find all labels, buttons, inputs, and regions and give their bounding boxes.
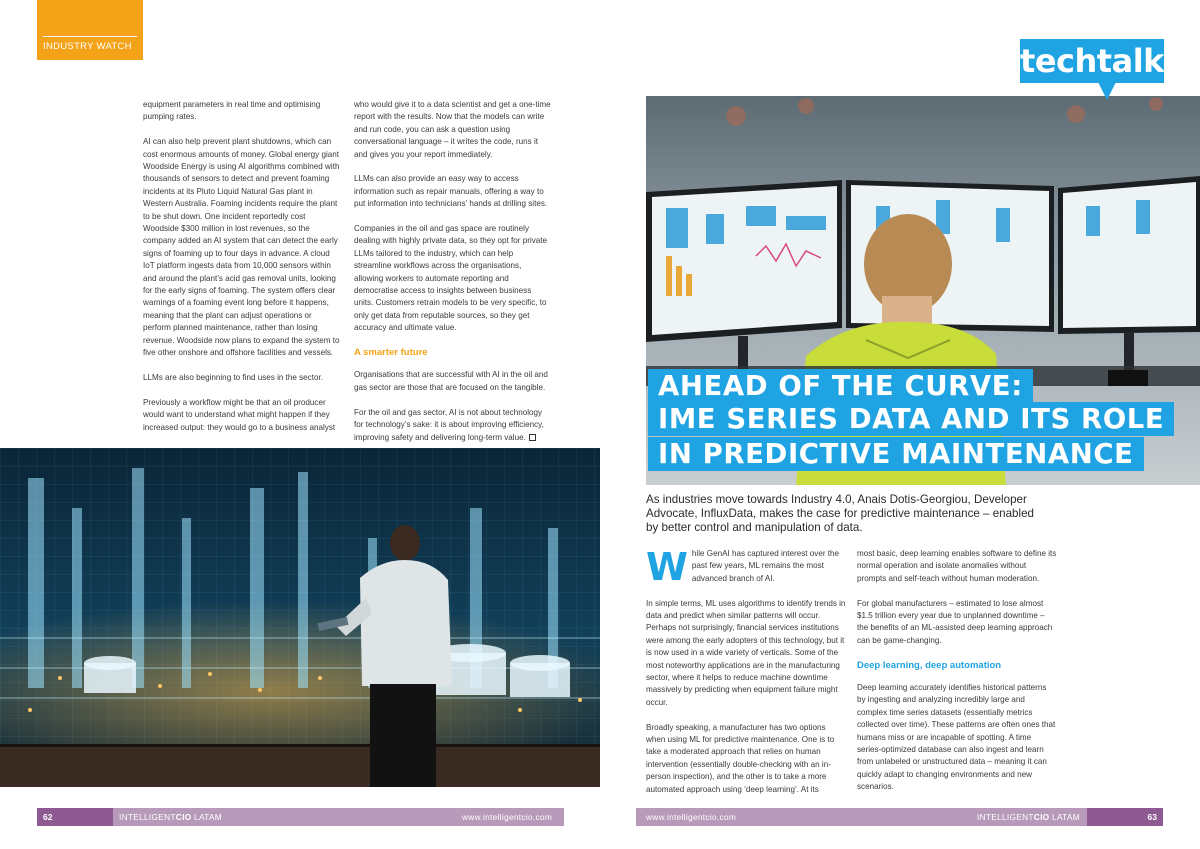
headline-line-1: [648, 369, 1033, 403]
brand-prefix: INTELLIGENT: [119, 812, 176, 822]
brand-suffix: LATAM: [1049, 812, 1080, 822]
footer-brand-left: [119, 808, 222, 826]
headline-text: AHEAD OF THE CURVE:: [648, 369, 1033, 403]
page-number-left: 62: [37, 808, 113, 826]
logo-text: techtalk: [1020, 42, 1164, 80]
brand-suffix: LATAM: [191, 812, 222, 822]
paragraph: AI can also help prevent plant shutdowns, which can cost enormous amounts of money. Global energy giant Woodside Energy is using AI algorithms combined with thousands of sensors to detect and prevent foaming incidents at its Pluto Liquid Natural Gas plant in Western Australia. Foaming incidents require the plant to be shut down. One incident reportedly cost Woodside $300 million in lost revenues, so the company added an AI system that can detect the early signs of foaming up to four days in advance. A cloud IoT platform ingests data from 10,000 sensors within and around the plant’s acid gas removal units, looking for the early signs of foaming. The system offers clear warnings of a foaming event long before it happens, meaning that the plant can adjust operations or perform planned maintenance, rather than losing revenue. Woodside now plans to expand the system to five other onshore and offshore facilities and vessels.: [143, 137, 340, 358]
drop-cap: W: [646, 545, 688, 589]
headline-text: IME SERIES DATA AND ITS ROLE: [648, 402, 1174, 436]
refinery-illustration: [0, 448, 600, 787]
standfirst: As industries move towards Industry 4.0, Anais Dotis-Georgiou, Developer Advocate, InfluxData, makes the case for predictive maintenance – enabled by better control and manipulation of data.: [646, 493, 1034, 535]
brand-prefix: INTELLIGENT: [977, 812, 1034, 822]
section-tab: [37, 0, 143, 60]
section-tab-rule: [43, 36, 137, 37]
footer-brand-right: [977, 808, 1080, 826]
refinery-control-room-photo: [0, 448, 600, 787]
right-column-2: [857, 548, 1057, 806]
paragraph-text: For the oil and gas sector, AI is not about technology for technology’s sake: it is about improving efficiency, improving safety and delivering long-term value.: [354, 407, 544, 442]
section-tab-label: INDUSTRY WATCH: [43, 41, 132, 52]
paragraph: For global manufacturers – estimated to lose almost $1.5 trillion every year due to unplanned downtime – the benefits of an ML-assisted deep learning approach can be game-changing.: [857, 598, 1053, 645]
subheading-smarter-future: A smarter future: [354, 347, 428, 359]
paragraph: most basic, deep learning enables software to define its normal operation and isolate anomalies without prompts and self-teach without human moderation.: [857, 549, 1057, 583]
paragraph: LLMs are also beginning to find uses in the sector.: [143, 372, 323, 382]
speech-bubble-tail-icon: [1098, 82, 1116, 100]
paragraph: Previously a workflow might be that an oil producer would want to understand what might happen if they increased output: they would go to a business analyst: [143, 397, 336, 432]
intro-paragraph: [646, 545, 846, 589]
subheading-deep-learning: Deep learning, deep automation: [857, 659, 1002, 671]
paragraph: Deep learning accurately identifies historical patterns by ingesting and analyzing incredibly large and complex time series datasets (essentially metrics collected over time). These patterns are often ones that humans miss or are incapable of spotting. A time series-optimized database can also ingest and learn from unlabeled or unstructured data – meaning it can quickly adapt to changing environments and new scenarios.: [857, 683, 1056, 792]
paragraph: Broadly speaking, a manufacturer has two options when using ML for predictive maintenance. One is to take a moderated approach that relies on human intervention (essentially double-checking with an in-person inspection), and the other is to take a more automated approach using ‘deep learning’. At its: [646, 722, 835, 794]
footer-website-right[interactable]: www.intelligentcio.com: [646, 812, 737, 822]
headline-text: IN PREDICTIVE MAINTENANCE: [648, 437, 1144, 471]
paragraph: Organisations that are successful with AI in the oil and gas sector are those that are focused on the tangible.: [354, 370, 548, 392]
left-column-2: [354, 99, 552, 456]
paragraph: equipment parameters in real time and optimising pumping rates.: [143, 100, 321, 122]
brand-bold: CIO: [175, 812, 192, 822]
techtalk-logo: [1020, 39, 1164, 83]
headline-line-3: [648, 437, 1144, 471]
paragraph: In simple terms, ML uses algorithms to identify trends in data and predict when similar patterns will occur. Perhaps not surprisingly, financial services institutions were among the early adopters of this technology, but it is now used in a wide variety of verticals. Some of the most noteworthy applications are in the manufacturing sector, where it helps to reduce machine downtime massively by predicting when equipment failure might occur.: [646, 598, 846, 707]
right-column-1: [646, 545, 846, 808]
end-mark-icon: [529, 434, 536, 441]
brand-bold: CIO: [1033, 812, 1050, 822]
left-column-1: [143, 99, 341, 446]
paragraph: LLMs can also provide an easy way to access information such as repair manuals, offering a way to put information into technicians’ hands at drilling sites.: [354, 174, 548, 209]
paragraph: who would give it to a data scientist and get a one-time report with the results. Now that the models can write and run code, you can ask a question using conversational language – it writes the code, runs it and gives you your report immediately.: [354, 100, 551, 159]
page-number-right: 63: [1087, 808, 1163, 826]
intro-text: hile GenAI has captured interest over the past few years, ML remains the most advanced branch of AI.: [691, 549, 840, 583]
paragraph: Companies in the oil and gas space are routinely dealing with highly private data, so they opt for private LLMs tailored to the industry, which can help streamline workflows across the organisations, allowing workers to automate reporting and democratise access to insights between business units. Customers retrain models to be very specific, to only get data from reputable sources, so they get accuracy and ultimate value.: [354, 224, 548, 333]
paragraph: [354, 407, 552, 444]
headline-line-2: [648, 402, 1174, 436]
footer-website-left[interactable]: www.intelligentcio.com: [462, 812, 553, 822]
